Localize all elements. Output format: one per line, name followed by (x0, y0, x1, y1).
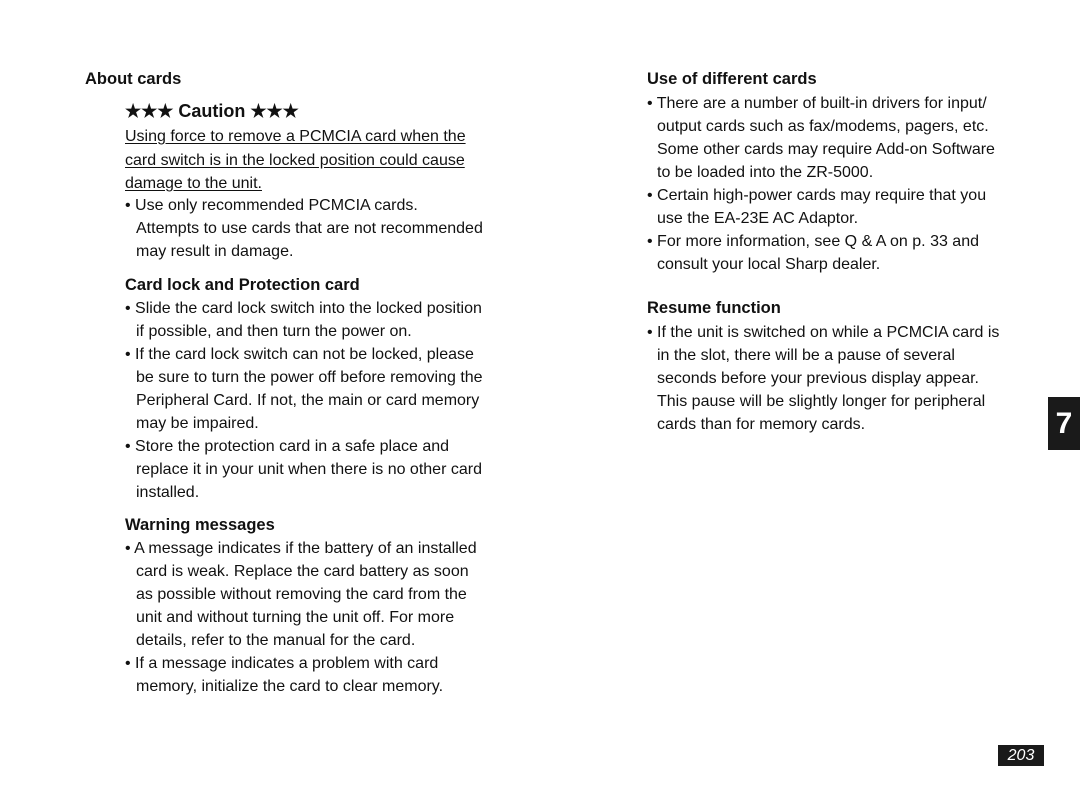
warning-line: as possible without removing the card from the (136, 586, 467, 603)
card-lock-line: • Store the protection card in a safe place and (125, 438, 450, 455)
caution-line: damage to the unit. (125, 175, 262, 192)
card-lock-line: • Slide the card lock switch into the locked position (125, 300, 482, 317)
different-cards-line: output cards such as fax/modems, pagers, etc. (657, 118, 989, 135)
page-number: 203 (998, 745, 1044, 766)
about-bullet-line: Attempts to use cards that are not recommended (136, 220, 483, 237)
different-cards-line: Some other cards may require Add-on Software (657, 141, 995, 158)
warning-line: • If a message indicates a problem with card (125, 655, 439, 672)
resume-line: seconds before your previous display appear. (657, 370, 979, 387)
about-bullet-line: • Use only recommended PCMCIA cards. (125, 197, 418, 214)
warning-line: unit and without turning the unit off. For more (136, 609, 455, 626)
card-lock-line: • If the card lock switch can not be locked, please (125, 346, 474, 363)
caution-title: ★★★ Caution ★★★ (125, 101, 299, 121)
about-bullet-line: may result in damage. (136, 243, 294, 260)
different-cards-line: use the EA-23E AC Adaptor. (657, 210, 859, 227)
caution-line: card switch is in the locked position could cause (125, 152, 465, 169)
different-cards-heading: Use of different cards (647, 70, 817, 88)
about-cards-heading: About cards (85, 70, 182, 88)
card-lock-line: installed. (136, 484, 200, 501)
card-lock-line: Peripheral Card. If not, the main or card memory (136, 392, 480, 409)
resume-line: This pause will be slightly longer for peripheral (657, 393, 986, 410)
resume-heading: Resume function (647, 299, 781, 317)
different-cards-line: to be loaded into the ZR-5000. (657, 164, 874, 181)
chapter-tab: 7 (1048, 397, 1080, 450)
different-cards-line: • Certain high-power cards may require that you (647, 187, 987, 204)
caution-line: Using force to remove a PCMCIA card when the (125, 128, 466, 145)
resume-line: in the slot, there will be a pause of several (657, 347, 955, 364)
warning-line: memory, initialize the card to clear memory. (136, 678, 444, 695)
resume-line: cards than for memory cards. (657, 416, 866, 433)
warning-line: details, refer to the manual for the card. (136, 632, 416, 649)
resume-line: • If the unit is switched on while a PCMCIA card is (647, 324, 1000, 341)
different-cards-line: consult your local Sharp dealer. (657, 256, 881, 273)
warning-heading: Warning messages (125, 516, 275, 534)
card-lock-line: be sure to turn the power off before removing the (136, 369, 483, 386)
card-lock-line: may be impaired. (136, 415, 259, 432)
warning-line: • A message indicates if the battery of an installed (125, 540, 477, 557)
card-lock-line: replace it in your unit when there is no other card (136, 461, 482, 478)
card-lock-line: if possible, and then turn the power on. (136, 323, 412, 340)
card-lock-heading: Card lock and Protection card (125, 276, 360, 294)
different-cards-line: • There are a number of built-in drivers for input/ (647, 95, 987, 112)
different-cards-line: • For more information, see Q & A on p. 33 and (647, 233, 979, 250)
warning-line: card is weak. Replace the card battery as soon (136, 563, 469, 580)
